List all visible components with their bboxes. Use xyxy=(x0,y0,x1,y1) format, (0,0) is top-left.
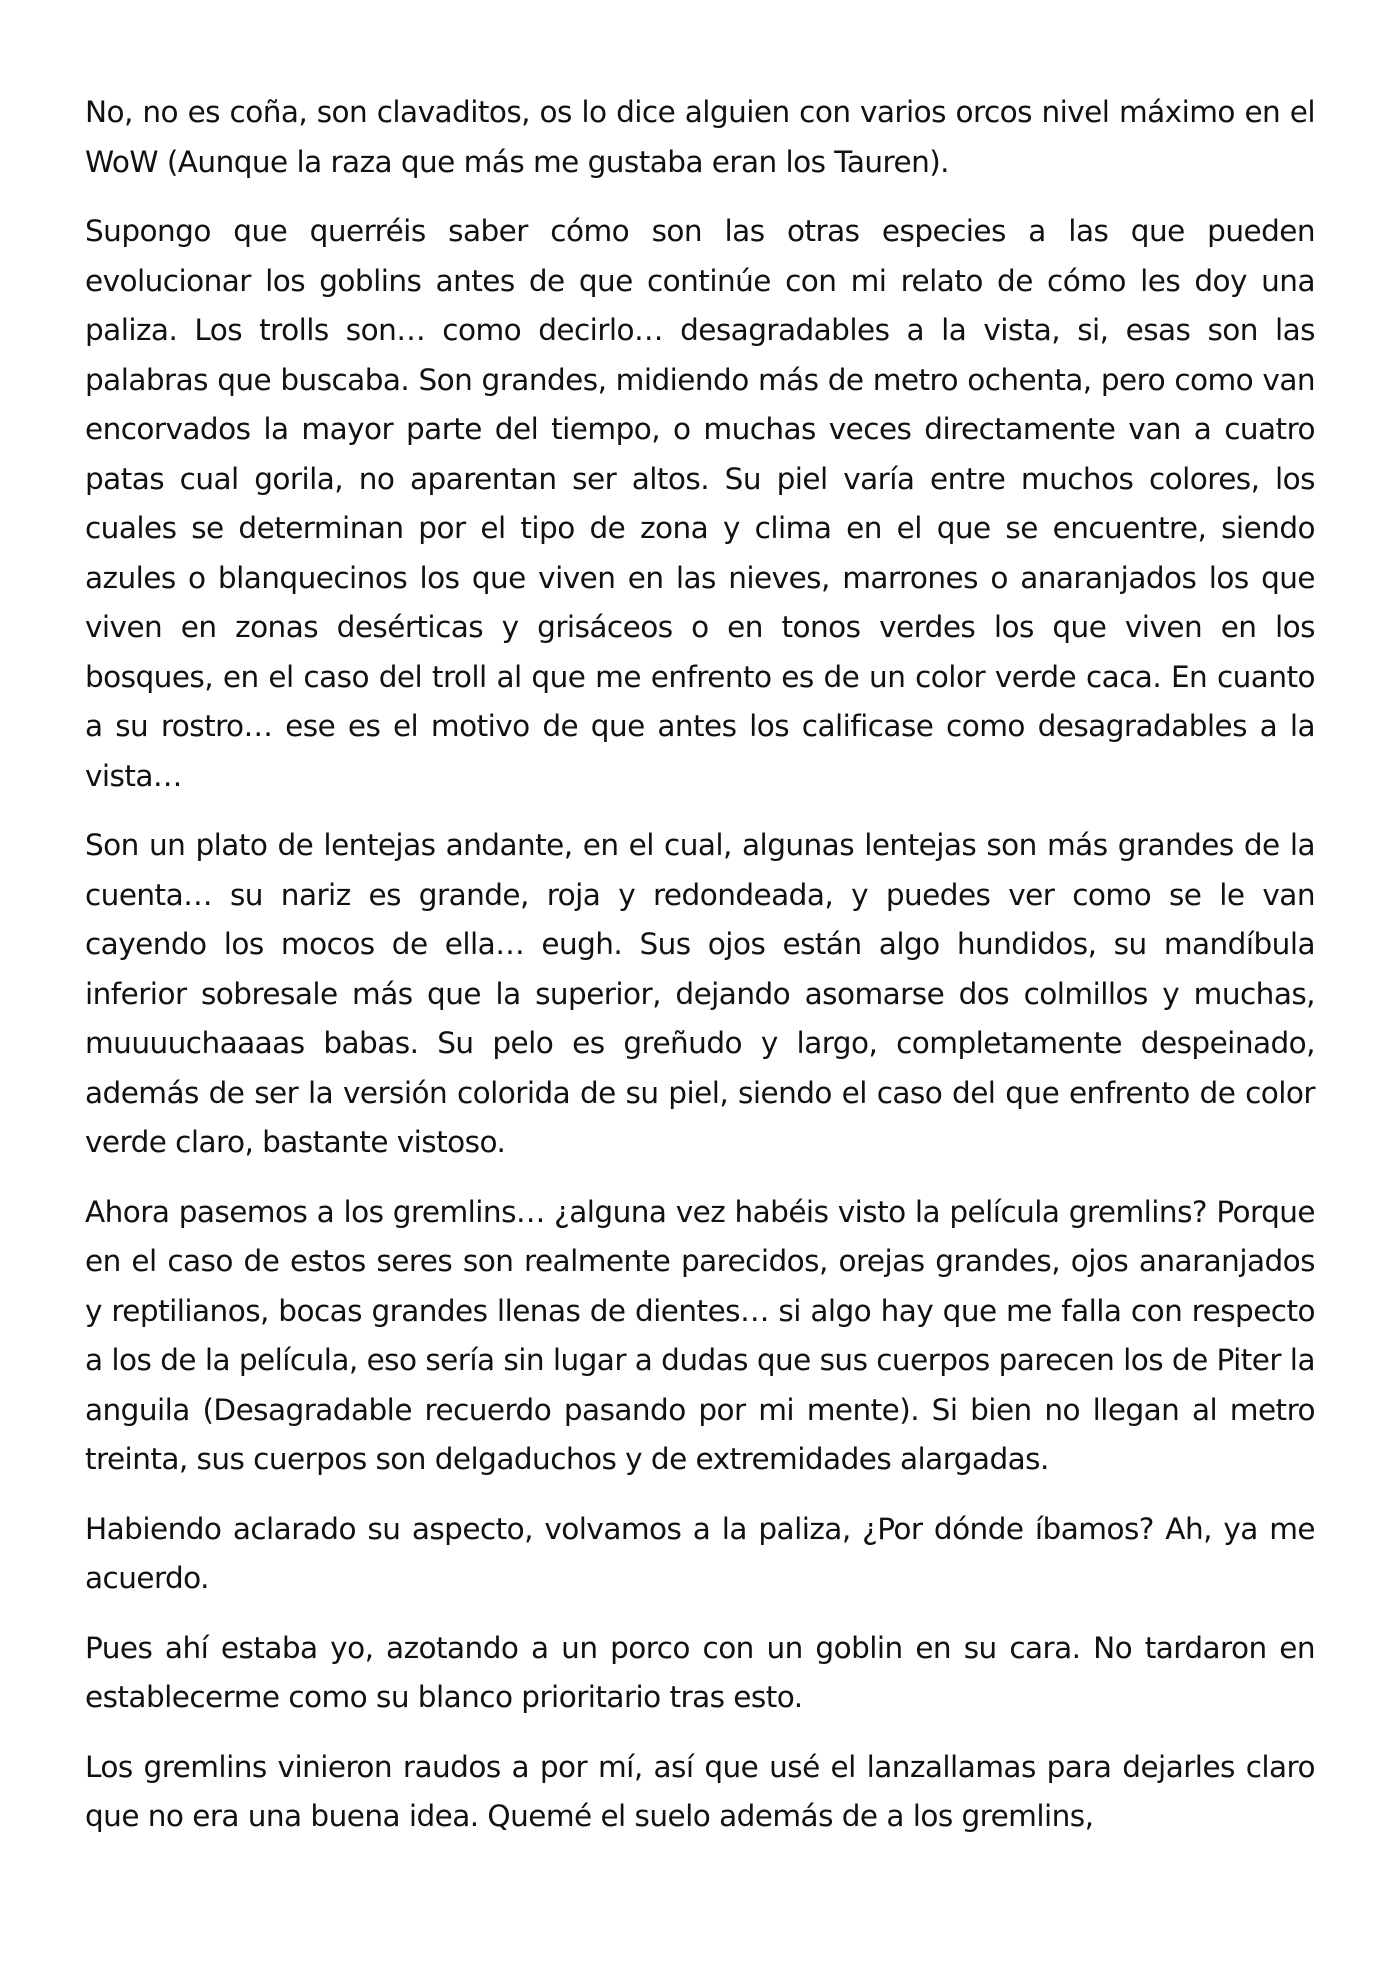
paragraph: No, no es coña, son clavaditos, os lo dice alguien con varios orcos nivel máximo en el WoW (Aunque la raza que más me gustaba eran los Tauren). xyxy=(85,95,1315,179)
paragraph: Ahora pasemos a los gremlins… ¿alguna vez habéis visto la película gremlins? Porque en el caso de estos seres son realmente parecidos, orejas grandes, ojos anaranjados y reptilianos, bocas grandes llenas de dientes… si algo hay que me falla con respecto a los de la película, eso sería sin lugar a dudas que sus cuerpos parecen los de Piter la anguila (Desagradable recuerdo pasando por mi mente). Si bien no llegan al metro treinta, sus cuerpos son delgaduchos y de extremidades alargadas. xyxy=(85,1194,1315,1476)
paragraph: Habiendo aclarado su aspecto, volvamos a la paliza, ¿Por dónde íbamos? Ah, ya me acuerdo. xyxy=(85,1511,1315,1595)
paragraph: Supongo que querréis saber cómo son las otras especies a las que pueden evolucionar los goblins antes de que continúe con mi relato de cómo les doy una paliza. Los trolls son… como decirlo… desagradables a la vista, si, esas son las palabras que buscaba. Son grandes, midiendo más de metro ochenta, pero como van encorvados la mayor parte del tiempo, o muchas veces directamente van a cuatro patas cual gorila, no aparentan ser altos. Su piel varía entre muchos colores, los cuales se determinan por el tipo de zona y clima en el que se encuentre, siendo azules o blanquecinos los que viven en las nieves, marrones o anaranjados los que viven en zonas desérticas y grisáceos o en tonos verdes los que viven en los bosques, en el caso del troll al que me enfrento es de un color verde caca. En cuanto a su rostro… ese es el motivo de que antes los calificase como desagradables a la vista… xyxy=(85,214,1315,793)
paragraph: Pues ahí estaba yo, azotando a un porco con un goblin en su cara. No tardaron en establecerme como su blanco prioritario tras esto. xyxy=(85,1630,1315,1714)
paragraph: Los gremlins vinieron raudos a por mí, así que usé el lanzallamas para dejarles claro que no era una buena idea. Quemé el suelo además de a los gremlins, xyxy=(85,1749,1315,1833)
paragraph: Son un plato de lentejas andante, en el cual, algunas lentejas son más grandes de la cuenta… su nariz es grande, roja y redondeada, y puedes ver como se le van cayendo los mocos de ella… eugh. Sus ojos están algo hundidos, su mandíbula inferior sobresale más que la superior, dejando asomarse dos colmillos y muchas, muuuuchaaaas babas. Su pelo es greñudo y largo, completamente despeinado, además de ser la versión colorida de su piel, siendo el caso del que enfrento de color verde claro, bastante vistoso. xyxy=(85,828,1315,1159)
